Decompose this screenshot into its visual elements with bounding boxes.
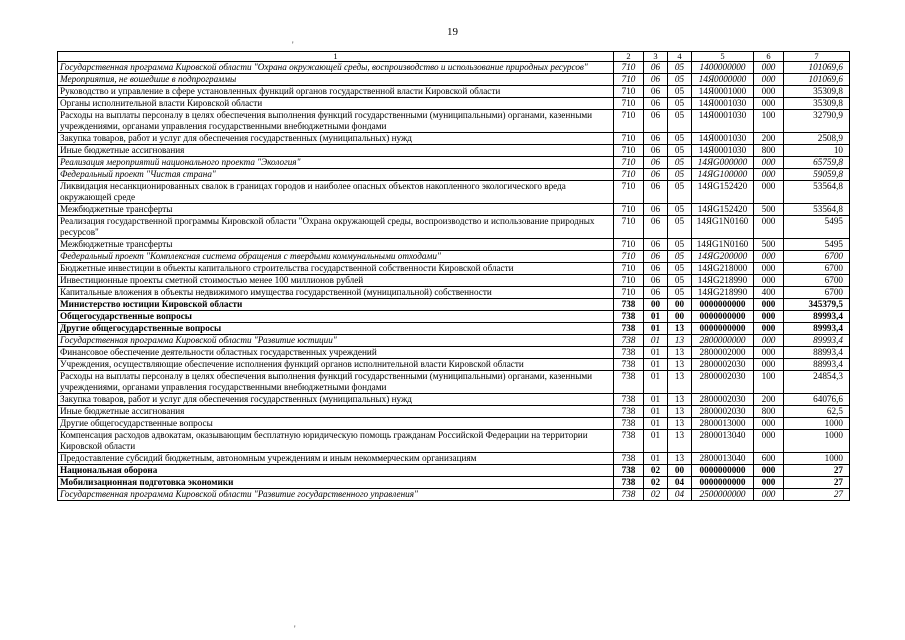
row-target-article: 14Я0001030	[692, 133, 754, 145]
row-target-article: 1400000000	[692, 62, 754, 74]
table-row	[58, 181, 850, 204]
row-amount: 27	[784, 489, 850, 501]
row-expense-type: 000	[754, 299, 784, 311]
row-section: 06	[644, 216, 668, 239]
row-expense-type: 000	[754, 311, 784, 323]
table-row	[58, 418, 850, 430]
row-amount: 88993,4	[784, 347, 850, 359]
table-row	[58, 453, 850, 465]
row-admin-code: 710	[614, 86, 644, 98]
row-admin-code: 710	[614, 157, 644, 169]
row-section: 06	[644, 204, 668, 216]
table-row	[58, 239, 850, 251]
table-row	[58, 169, 850, 181]
row-subsection: 13	[668, 371, 692, 394]
row-expense-type: 500	[754, 239, 784, 251]
row-amount: 89993,4	[784, 335, 850, 347]
row-target-article: 2800013000	[692, 418, 754, 430]
row-expense-type: 000	[754, 216, 784, 239]
row-section: 06	[644, 133, 668, 145]
row-target-article: 0000000000	[692, 299, 754, 311]
row-target-article: 2800000000	[692, 335, 754, 347]
row-name: Учреждения, осуществляющие обеспечение исполнения функций органов исполнительной власти Кировской области	[58, 359, 614, 371]
table-row	[58, 287, 850, 299]
row-admin-code: 710	[614, 110, 644, 133]
row-target-article: 14ЯG218000	[692, 263, 754, 275]
row-target-article: 2800002030	[692, 394, 754, 406]
row-amount: 1000	[784, 418, 850, 430]
row-section: 01	[644, 335, 668, 347]
row-section: 06	[644, 275, 668, 287]
row-name: Финансовое обеспечение деятельности областных государственных учреждений	[58, 347, 614, 359]
row-target-article: 14Я0001030	[692, 145, 754, 157]
table-row	[58, 145, 850, 157]
row-target-article: 14Я0000000	[692, 74, 754, 86]
row-admin-code: 710	[614, 287, 644, 299]
row-target-article: 14ЯG152420	[692, 204, 754, 216]
table-row	[58, 110, 850, 133]
row-name: Межбюджетные трансферты	[58, 204, 614, 216]
row-amount: 10	[784, 145, 850, 157]
row-subsection: 04	[668, 489, 692, 501]
table-row	[58, 477, 850, 489]
row-amount: 32790,9	[784, 110, 850, 133]
row-subsection: 05	[668, 74, 692, 86]
row-name: Иные бюджетные ассигнования	[58, 406, 614, 418]
table-row	[58, 275, 850, 287]
row-target-article: 0000000000	[692, 477, 754, 489]
header-cell-3: 3	[644, 52, 668, 62]
row-amount: 62,5	[784, 406, 850, 418]
table-row	[58, 465, 850, 477]
row-section: 06	[644, 62, 668, 74]
row-target-article: 2800013040	[692, 430, 754, 453]
row-target-article: 14Я0001030	[692, 110, 754, 133]
row-amount: 65759,8	[784, 157, 850, 169]
row-subsection: 00	[668, 311, 692, 323]
row-admin-code: 710	[614, 62, 644, 74]
row-subsection: 05	[668, 62, 692, 74]
row-target-article: 2800002000	[692, 347, 754, 359]
table-row	[58, 311, 850, 323]
row-section: 06	[644, 74, 668, 86]
table-row	[58, 430, 850, 453]
row-subsection: 13	[668, 430, 692, 453]
row-amount: 88993,4	[784, 359, 850, 371]
row-subsection: 05	[668, 110, 692, 133]
row-admin-code: 738	[614, 323, 644, 335]
row-section: 02	[644, 465, 668, 477]
row-expense-type: 000	[754, 347, 784, 359]
row-subsection: 05	[668, 157, 692, 169]
row-expense-type: 000	[754, 86, 784, 98]
row-expense-type: 800	[754, 145, 784, 157]
row-admin-code: 738	[614, 394, 644, 406]
row-name: Органы исполнительной власти Кировской области	[58, 98, 614, 110]
row-amount: 101069,6	[784, 62, 850, 74]
header-cell-2: 2	[614, 52, 644, 62]
row-amount: 345379,5	[784, 299, 850, 311]
row-expense-type: 000	[754, 98, 784, 110]
row-subsection: 05	[668, 251, 692, 263]
row-admin-code: 710	[614, 74, 644, 86]
row-name: Национальная оборона	[58, 465, 614, 477]
row-name: Государственная программа Кировской области "Охрана окружающей среды, воспроизводство и использование природных ресурсов"	[58, 62, 614, 74]
row-name: Реализация государственной программы Кировской области "Охрана окружающей среды, воспроизводство и использование природных ресурсов"	[58, 216, 614, 239]
row-expense-type: 000	[754, 181, 784, 204]
row-admin-code: 738	[614, 477, 644, 489]
row-section: 01	[644, 359, 668, 371]
row-subsection: 05	[668, 263, 692, 275]
table-row	[58, 133, 850, 145]
row-section: 01	[644, 323, 668, 335]
row-target-article: 14ЯG100000	[692, 169, 754, 181]
row-expense-type: 000	[754, 418, 784, 430]
row-target-article: 2800013040	[692, 453, 754, 465]
row-expense-type: 200	[754, 394, 784, 406]
row-amount: 6700	[784, 287, 850, 299]
row-admin-code: 738	[614, 371, 644, 394]
row-target-article: 0000000000	[692, 311, 754, 323]
row-subsection: 05	[668, 216, 692, 239]
row-amount: 35309,8	[784, 86, 850, 98]
row-amount: 53564,8	[784, 181, 850, 204]
table-row	[58, 62, 850, 74]
row-name: Федеральный проект "Комплексная система обращения с твердыми коммунальными отходами"	[58, 251, 614, 263]
row-amount: 5495	[784, 239, 850, 251]
row-name: Другие общегосударственные вопросы	[58, 323, 614, 335]
table-row	[58, 216, 850, 239]
row-name: Капитальные вложения в объекты недвижимого имущества государственной (муниципальной) собственности	[58, 287, 614, 299]
row-subsection: 05	[668, 181, 692, 204]
row-expense-type: 000	[754, 251, 784, 263]
row-target-article: 14ЯG200000	[692, 251, 754, 263]
row-admin-code: 738	[614, 335, 644, 347]
row-admin-code: 710	[614, 251, 644, 263]
row-name: Мероприятия, не вошедшие в подпрограммы	[58, 74, 614, 86]
row-name: Закупка товаров, работ и услуг для обеспечения государственных (муниципальных) нужд	[58, 133, 614, 145]
table-row	[58, 335, 850, 347]
row-amount: 6700	[784, 251, 850, 263]
row-target-article: 14ЯG1N0160	[692, 239, 754, 251]
header-cell-6: 6	[754, 52, 784, 62]
row-expense-type: 000	[754, 430, 784, 453]
row-amount: 101069,6	[784, 74, 850, 86]
row-subsection: 13	[668, 323, 692, 335]
row-name: Министерство юстиции Кировской области	[58, 299, 614, 311]
row-section: 06	[644, 169, 668, 181]
row-target-article: 2800002030	[692, 371, 754, 394]
row-subsection: 00	[668, 465, 692, 477]
row-section: 01	[644, 406, 668, 418]
row-admin-code: 738	[614, 430, 644, 453]
row-name: Руководство и управление в сфере установленных функций органов государственной власти Кировской области	[58, 86, 614, 98]
row-name: Иные бюджетные ассигнования	[58, 145, 614, 157]
row-section: 01	[644, 371, 668, 394]
row-subsection: 00	[668, 299, 692, 311]
table-row	[58, 251, 850, 263]
row-target-article: 14ЯG218990	[692, 287, 754, 299]
row-target-article: 2500000000	[692, 489, 754, 501]
row-section: 06	[644, 110, 668, 133]
row-expense-type: 000	[754, 359, 784, 371]
table-row	[58, 371, 850, 394]
row-section: 06	[644, 287, 668, 299]
row-admin-code: 738	[614, 489, 644, 501]
row-expense-type: 000	[754, 477, 784, 489]
header-cell-4: 4	[668, 52, 692, 62]
table-row	[58, 157, 850, 169]
row-expense-type: 600	[754, 453, 784, 465]
row-target-article: 0000000000	[692, 323, 754, 335]
scan-mark-bottom: '	[294, 624, 296, 634]
row-section: 06	[644, 263, 668, 275]
row-admin-code: 738	[614, 406, 644, 418]
row-admin-code: 738	[614, 418, 644, 430]
row-subsection: 13	[668, 418, 692, 430]
header-cell-5: 5	[692, 52, 754, 62]
row-amount: 35309,8	[784, 98, 850, 110]
row-section: 06	[644, 145, 668, 157]
table-row	[58, 299, 850, 311]
row-amount: 64076,6	[784, 394, 850, 406]
row-subsection: 05	[668, 239, 692, 251]
row-section: 06	[644, 86, 668, 98]
row-expense-type: 000	[754, 465, 784, 477]
row-admin-code: 710	[614, 204, 644, 216]
row-name: Другие общегосударственные вопросы	[58, 418, 614, 430]
row-name: Государственная программа Кировской области "Развитие юстиции"	[58, 335, 614, 347]
table-row	[58, 394, 850, 406]
row-expense-type: 000	[754, 263, 784, 275]
row-amount: 6700	[784, 263, 850, 275]
row-name: Закупка товаров, работ и услуг для обеспечения государственных (муниципальных) нужд	[58, 394, 614, 406]
row-target-article: 14Я0001000	[692, 86, 754, 98]
table-row	[58, 406, 850, 418]
row-admin-code: 738	[614, 359, 644, 371]
table-row	[58, 86, 850, 98]
row-admin-code: 710	[614, 133, 644, 145]
row-admin-code: 738	[614, 347, 644, 359]
row-section: 01	[644, 418, 668, 430]
row-section: 01	[644, 394, 668, 406]
row-expense-type: 000	[754, 62, 784, 74]
row-amount: 89993,4	[784, 311, 850, 323]
row-expense-type: 100	[754, 371, 784, 394]
row-subsection: 05	[668, 133, 692, 145]
row-expense-type: 100	[754, 110, 784, 133]
table-row	[58, 347, 850, 359]
scan-mark-top: '	[292, 40, 294, 50]
row-name: Предоставление субсидий бюджетным, автономным учреждениям и иным некоммерческим организациям	[58, 453, 614, 465]
row-subsection: 13	[668, 394, 692, 406]
table-row	[58, 323, 850, 335]
row-subsection: 13	[668, 453, 692, 465]
row-amount: 89993,4	[784, 323, 850, 335]
row-target-article: 14ЯG152420	[692, 181, 754, 204]
row-subsection: 04	[668, 477, 692, 489]
row-subsection: 13	[668, 347, 692, 359]
row-subsection: 13	[668, 406, 692, 418]
row-target-article: 2800002030	[692, 359, 754, 371]
row-subsection: 05	[668, 169, 692, 181]
row-section: 06	[644, 251, 668, 263]
table-row	[58, 263, 850, 275]
row-section: 06	[644, 157, 668, 169]
row-section: 01	[644, 311, 668, 323]
row-amount: 2508,9	[784, 133, 850, 145]
row-subsection: 05	[668, 86, 692, 98]
row-admin-code: 710	[614, 98, 644, 110]
row-amount: 1000	[784, 430, 850, 453]
row-section: 01	[644, 453, 668, 465]
row-subsection: 05	[668, 287, 692, 299]
row-expense-type: 000	[754, 323, 784, 335]
row-amount: 53564,8	[784, 204, 850, 216]
row-name: Инвестиционные проекты сметной стоимостью менее 100 миллионов рублей	[58, 275, 614, 287]
row-admin-code: 710	[614, 181, 644, 204]
row-target-article: 14ЯG218990	[692, 275, 754, 287]
row-expense-type: 000	[754, 157, 784, 169]
row-subsection: 13	[668, 335, 692, 347]
row-amount: 5495	[784, 216, 850, 239]
row-amount: 24854,3	[784, 371, 850, 394]
row-subsection: 05	[668, 145, 692, 157]
row-name: Мобилизационная подготовка экономики	[58, 477, 614, 489]
row-amount: 27	[784, 465, 850, 477]
row-subsection: 05	[668, 98, 692, 110]
row-name: Расходы на выплаты персоналу в целях обеспечения выполнения функций государственными (муниципальными) органами, казенными учреждениями, органами управления государственными внебюджетными фондами	[58, 110, 614, 133]
row-name: Компенсация расходов адвокатам, оказывающим бесплатную юридическую помощь гражданам Российской Федерации на территории Кировской области	[58, 430, 614, 453]
row-expense-type: 500	[754, 204, 784, 216]
row-section: 06	[644, 239, 668, 251]
row-section: 06	[644, 98, 668, 110]
row-expense-type: 000	[754, 335, 784, 347]
row-target-article: 14Я0001030	[692, 98, 754, 110]
row-admin-code: 710	[614, 275, 644, 287]
header-cell-7: 7	[784, 52, 850, 62]
row-name: Общегосударственные вопросы	[58, 311, 614, 323]
row-target-article: 2800002030	[692, 406, 754, 418]
row-section: 00	[644, 299, 668, 311]
row-admin-code: 710	[614, 145, 644, 157]
row-expense-type: 000	[754, 275, 784, 287]
row-name: Федеральный проект "Чистая страна"	[58, 169, 614, 181]
row-section: 01	[644, 347, 668, 359]
row-expense-type: 800	[754, 406, 784, 418]
row-target-article: 0000000000	[692, 465, 754, 477]
row-amount: 27	[784, 477, 850, 489]
row-admin-code: 710	[614, 169, 644, 181]
row-section: 02	[644, 489, 668, 501]
row-admin-code: 738	[614, 465, 644, 477]
header-cell-1: 1	[58, 52, 614, 62]
table-row	[58, 489, 850, 501]
row-name: Ликвидация несанкционированных свалок в границах городов и наиболее опасных объектов накопленного экологического вреда окружающей среде	[58, 181, 614, 204]
row-subsection: 05	[668, 204, 692, 216]
row-amount: 6700	[784, 275, 850, 287]
row-admin-code: 710	[614, 239, 644, 251]
row-name: Межбюджетные трансферты	[58, 239, 614, 251]
row-section: 02	[644, 477, 668, 489]
row-section: 01	[644, 430, 668, 453]
row-expense-type: 000	[754, 169, 784, 181]
row-expense-type: 400	[754, 287, 784, 299]
row-expense-type: 000	[754, 489, 784, 501]
table-row	[58, 359, 850, 371]
row-subsection: 13	[668, 359, 692, 371]
page-number: 19	[447, 26, 458, 38]
table-row	[58, 204, 850, 216]
row-subsection: 05	[668, 275, 692, 287]
row-amount: 59059,8	[784, 169, 850, 181]
row-name: Реализация мероприятий национального проекта "Экология"	[58, 157, 614, 169]
row-admin-code: 738	[614, 453, 644, 465]
table-row	[58, 74, 850, 86]
row-name: Государственная программа Кировской области "Развитие государственного управления"	[58, 489, 614, 501]
row-name: Расходы на выплаты персоналу в целях обеспечения выполнения функций государственными (муниципальными) органами, казенными учреждениями, органами управления государственными внебюджетными фондами	[58, 371, 614, 394]
row-section: 06	[644, 181, 668, 204]
row-admin-code: 710	[614, 263, 644, 275]
row-admin-code: 738	[614, 299, 644, 311]
row-target-article: 14ЯG1N0160	[692, 216, 754, 239]
table-row	[58, 98, 850, 110]
row-expense-type: 000	[754, 74, 784, 86]
budget-table	[57, 51, 850, 501]
row-name: Бюджетные инвестиции в объекты капитального строительства государственной собственности Кировской области	[58, 263, 614, 275]
header-row	[58, 52, 850, 62]
row-expense-type: 200	[754, 133, 784, 145]
row-admin-code: 710	[614, 216, 644, 239]
row-admin-code: 738	[614, 311, 644, 323]
row-target-article: 14ЯG000000	[692, 157, 754, 169]
row-amount: 1000	[784, 453, 850, 465]
